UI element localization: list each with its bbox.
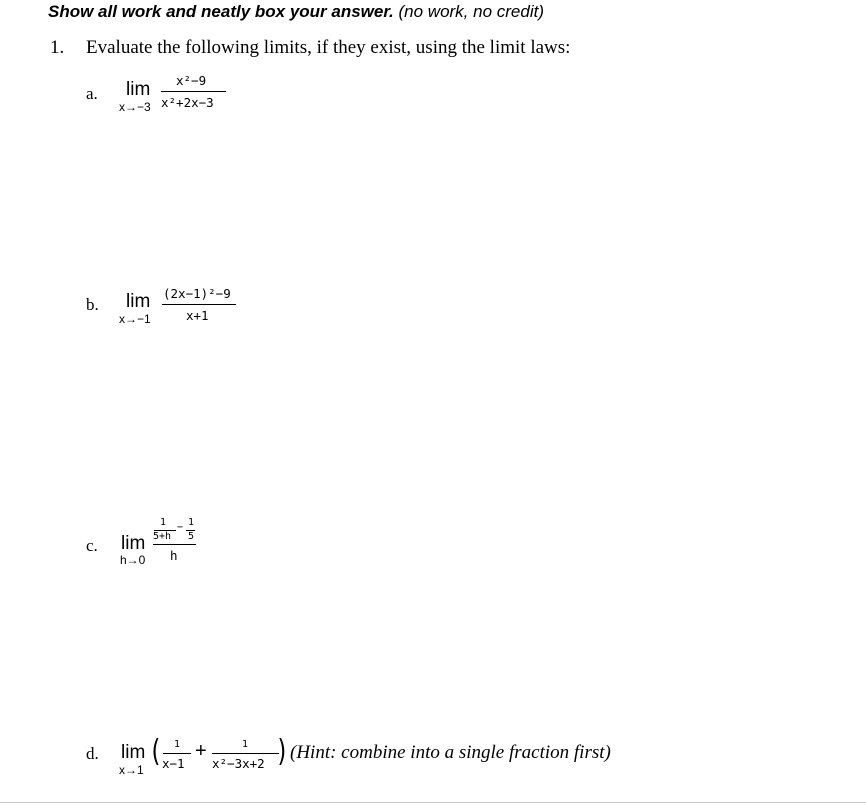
part-b-denominator: x+1 [186,308,209,323]
part-d-label: d. [86,744,99,763]
part-d-lim: lim [121,742,146,763]
part-d-frac2-numerator: 1 [242,739,249,750]
part-d-frac2-bar [212,753,279,754]
instruction-text: Show all work and neatly box your answer. [48,2,394,21]
part-d-hint: (Hint: combine into a single fraction first) [290,742,611,763]
part-c-inner1-denominator: 5+h [153,531,172,542]
part-a-approach: x→−3 [119,100,151,114]
part-d-approach: x→1 [119,763,144,777]
part-d-frac1-bar [163,753,191,754]
part-b-lim: lim [126,291,151,312]
part-a-lim: lim [126,79,151,100]
part-b-label: b. [86,295,99,314]
part-d-close-paren: ) [277,734,287,769]
instruction-header [48,2,544,22]
part-a-numerator: x²−9 [176,73,207,88]
part-c-label: c. [86,536,98,555]
part-a-fraction-bar [161,91,226,92]
part-d-plus: + [195,740,207,762]
part-a-denominator: x²+2x−3 [161,95,214,110]
part-c-lim: lim [121,533,146,554]
part-c-minus: − [177,522,184,533]
part-b-numerator: (2x−1)²−9 [163,286,231,301]
part-b-fraction-bar [162,304,236,305]
part-b-approach: x→−1 [119,312,151,326]
part-c-inner2-numerator: 1 [188,517,195,528]
part-d-frac2-denominator: x²−3x+2 [212,756,265,771]
part-d-frac1-denominator: x−1 [162,756,185,771]
part-d-open-paren: ( [151,734,161,769]
part-c-inner2-denominator: 5 [188,531,195,542]
part-d-frac1-numerator: 1 [174,739,181,750]
page-bottom-border [0,802,866,803]
part-c-fraction-bar [153,544,196,545]
question-text: Evaluate the following limits, if they exist, using the limit laws: [86,37,571,58]
question-number: 1. [50,37,65,58]
part-c-inner1-numerator: 1 [160,517,167,528]
part-a-label: a. [86,84,98,103]
part-c-approach: h→0 [120,553,146,567]
instruction-note: (no work, no credit) [398,2,544,21]
part-c-denominator: h [170,548,178,563]
